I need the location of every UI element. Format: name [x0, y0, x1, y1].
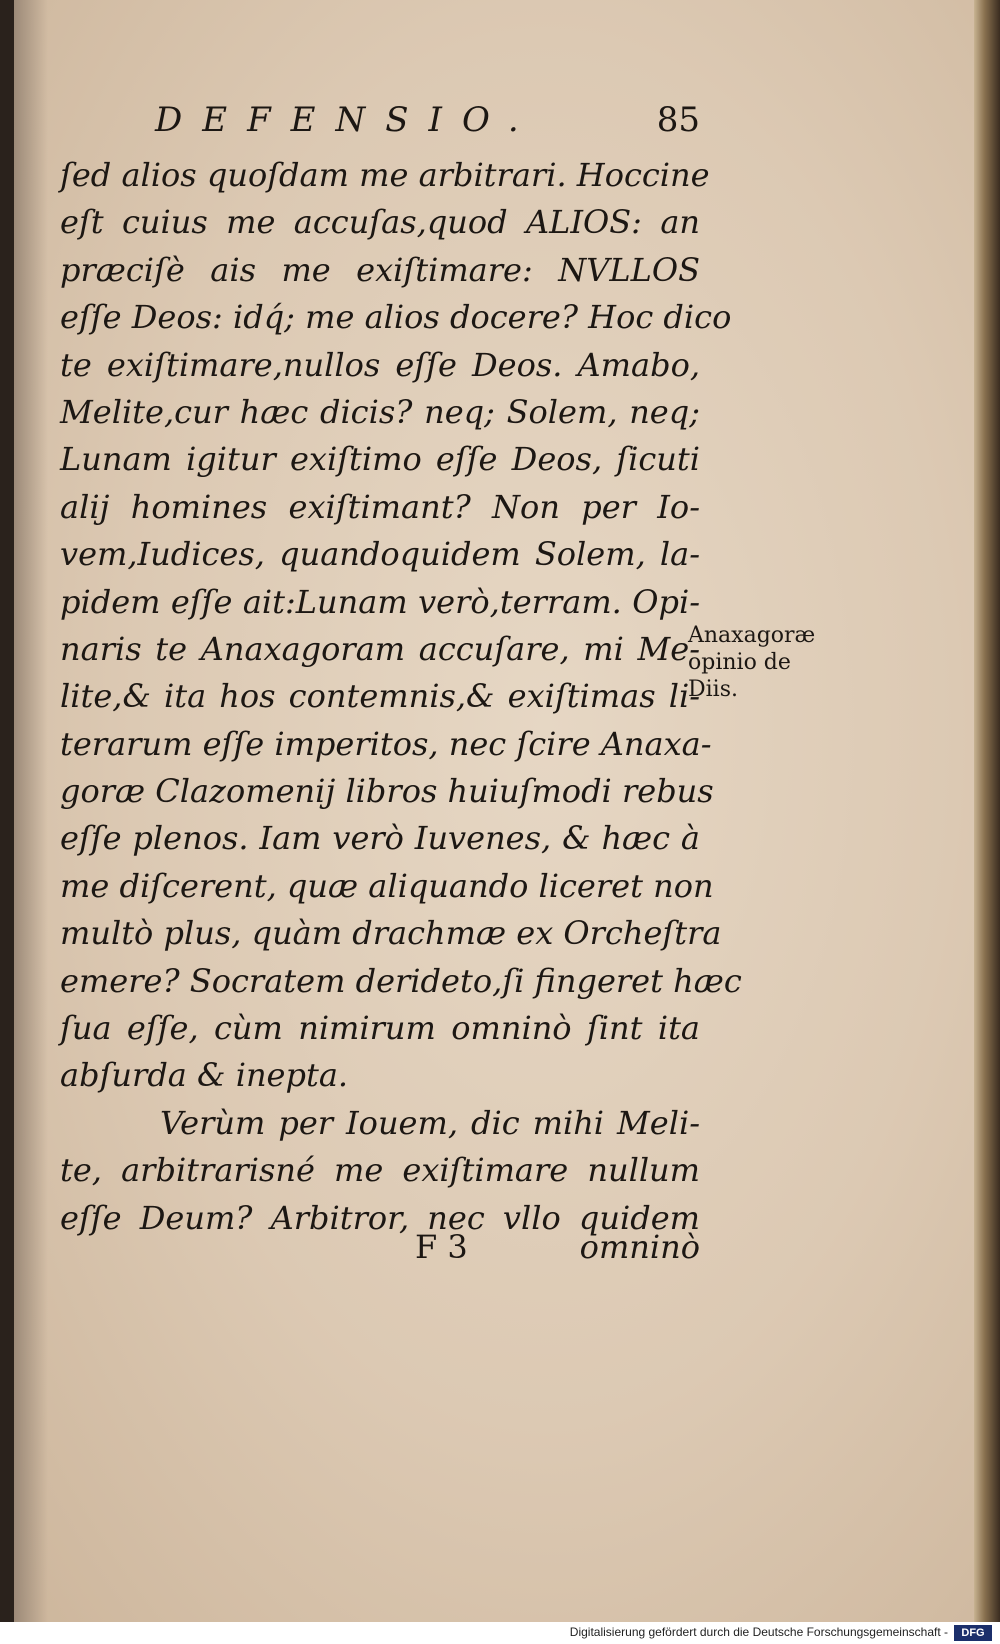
text-line: lite,& ita hos contemnis,& exiſtimas li- [60, 677, 700, 716]
page-footer-catchwords [60, 1228, 700, 1276]
text-line: emere? Socratem derideto,ſi fingeret hæc [60, 961, 742, 1000]
marginal-note-line: opinio de [688, 650, 791, 675]
marginal-note-line: Anaxagoræ [688, 623, 816, 648]
binding-gutter [14, 0, 48, 1622]
text-line: pidem eſſe ait:Lunam verò,terram. Opi- [60, 582, 700, 621]
text-line: goræ Clazomenij libros huiuſmodi rebus [60, 772, 714, 811]
running-head-title: DEFENSIO. [155, 100, 539, 140]
marginal-note-line: Diis. [688, 677, 738, 702]
running-head [155, 100, 700, 150]
catchword: omninò [579, 1228, 700, 1266]
text-line: alij homines exiſtimant? Non per Io- [60, 487, 700, 526]
text-line: eſt cuius me accuſas,quod ALIOS: an [60, 203, 700, 242]
text-line: multò plus, quàm drachmæ ex Orcheſtra [60, 914, 722, 953]
digitization-footer [0, 1622, 1000, 1644]
text-line: naris te Anaxagoram accuſare, mi Me- [60, 629, 700, 668]
text-line: terarum eſſe imperitos, nec ſcire Anaxa- [60, 724, 712, 763]
dfg-logo: DFG [954, 1625, 992, 1641]
text-line: te exiſtimare,nullos eſſe Deos. Amabo, [60, 345, 700, 384]
text-line: vem,Iudices, quandoquidem Solem, la- [60, 535, 700, 574]
text-line: abſurda & inepta. [60, 1056, 349, 1095]
page-number: 85 [656, 100, 700, 140]
page-edge [974, 0, 1000, 1622]
text-line: eſſe plenos. Iam verò Iuvenes, & hæc à [60, 819, 700, 858]
text-line: ſed alios quoſdam me arbitrari. Hoccine [60, 156, 710, 194]
text-line: præciſè ais me exiſtimare: NVLLOS [60, 250, 700, 289]
text-line: ſua eſſe, cùm nimirum omninò ſint ita [60, 1009, 700, 1048]
text-line: eſſe Deum? Arbitror, nec vllo quidem [60, 1198, 700, 1237]
text-line: Verùm per Iouem, dic mihi Meli- [160, 1103, 700, 1142]
text-line: eſſe Deos: idq́; me alios docere? Hoc dico [60, 298, 732, 337]
text-line: Lunam igitur exiſtimo eſſe Deos, ſicuti [60, 440, 700, 479]
text-line: te, arbitrarisné me exiſtimare nullum [60, 1151, 700, 1190]
marginal-note [688, 622, 838, 703]
funding-credit: Digitalisierung gefördert durch die Deutsche Forschungsgemeinschaft - [569, 1625, 948, 1639]
signature-mark: F 3 [415, 1228, 468, 1266]
text-line: Melite,cur hæc dicis? neq; Solem, neq; [60, 392, 700, 431]
text-line: me diſcerent, quæ aliquando liceret non [60, 866, 714, 905]
